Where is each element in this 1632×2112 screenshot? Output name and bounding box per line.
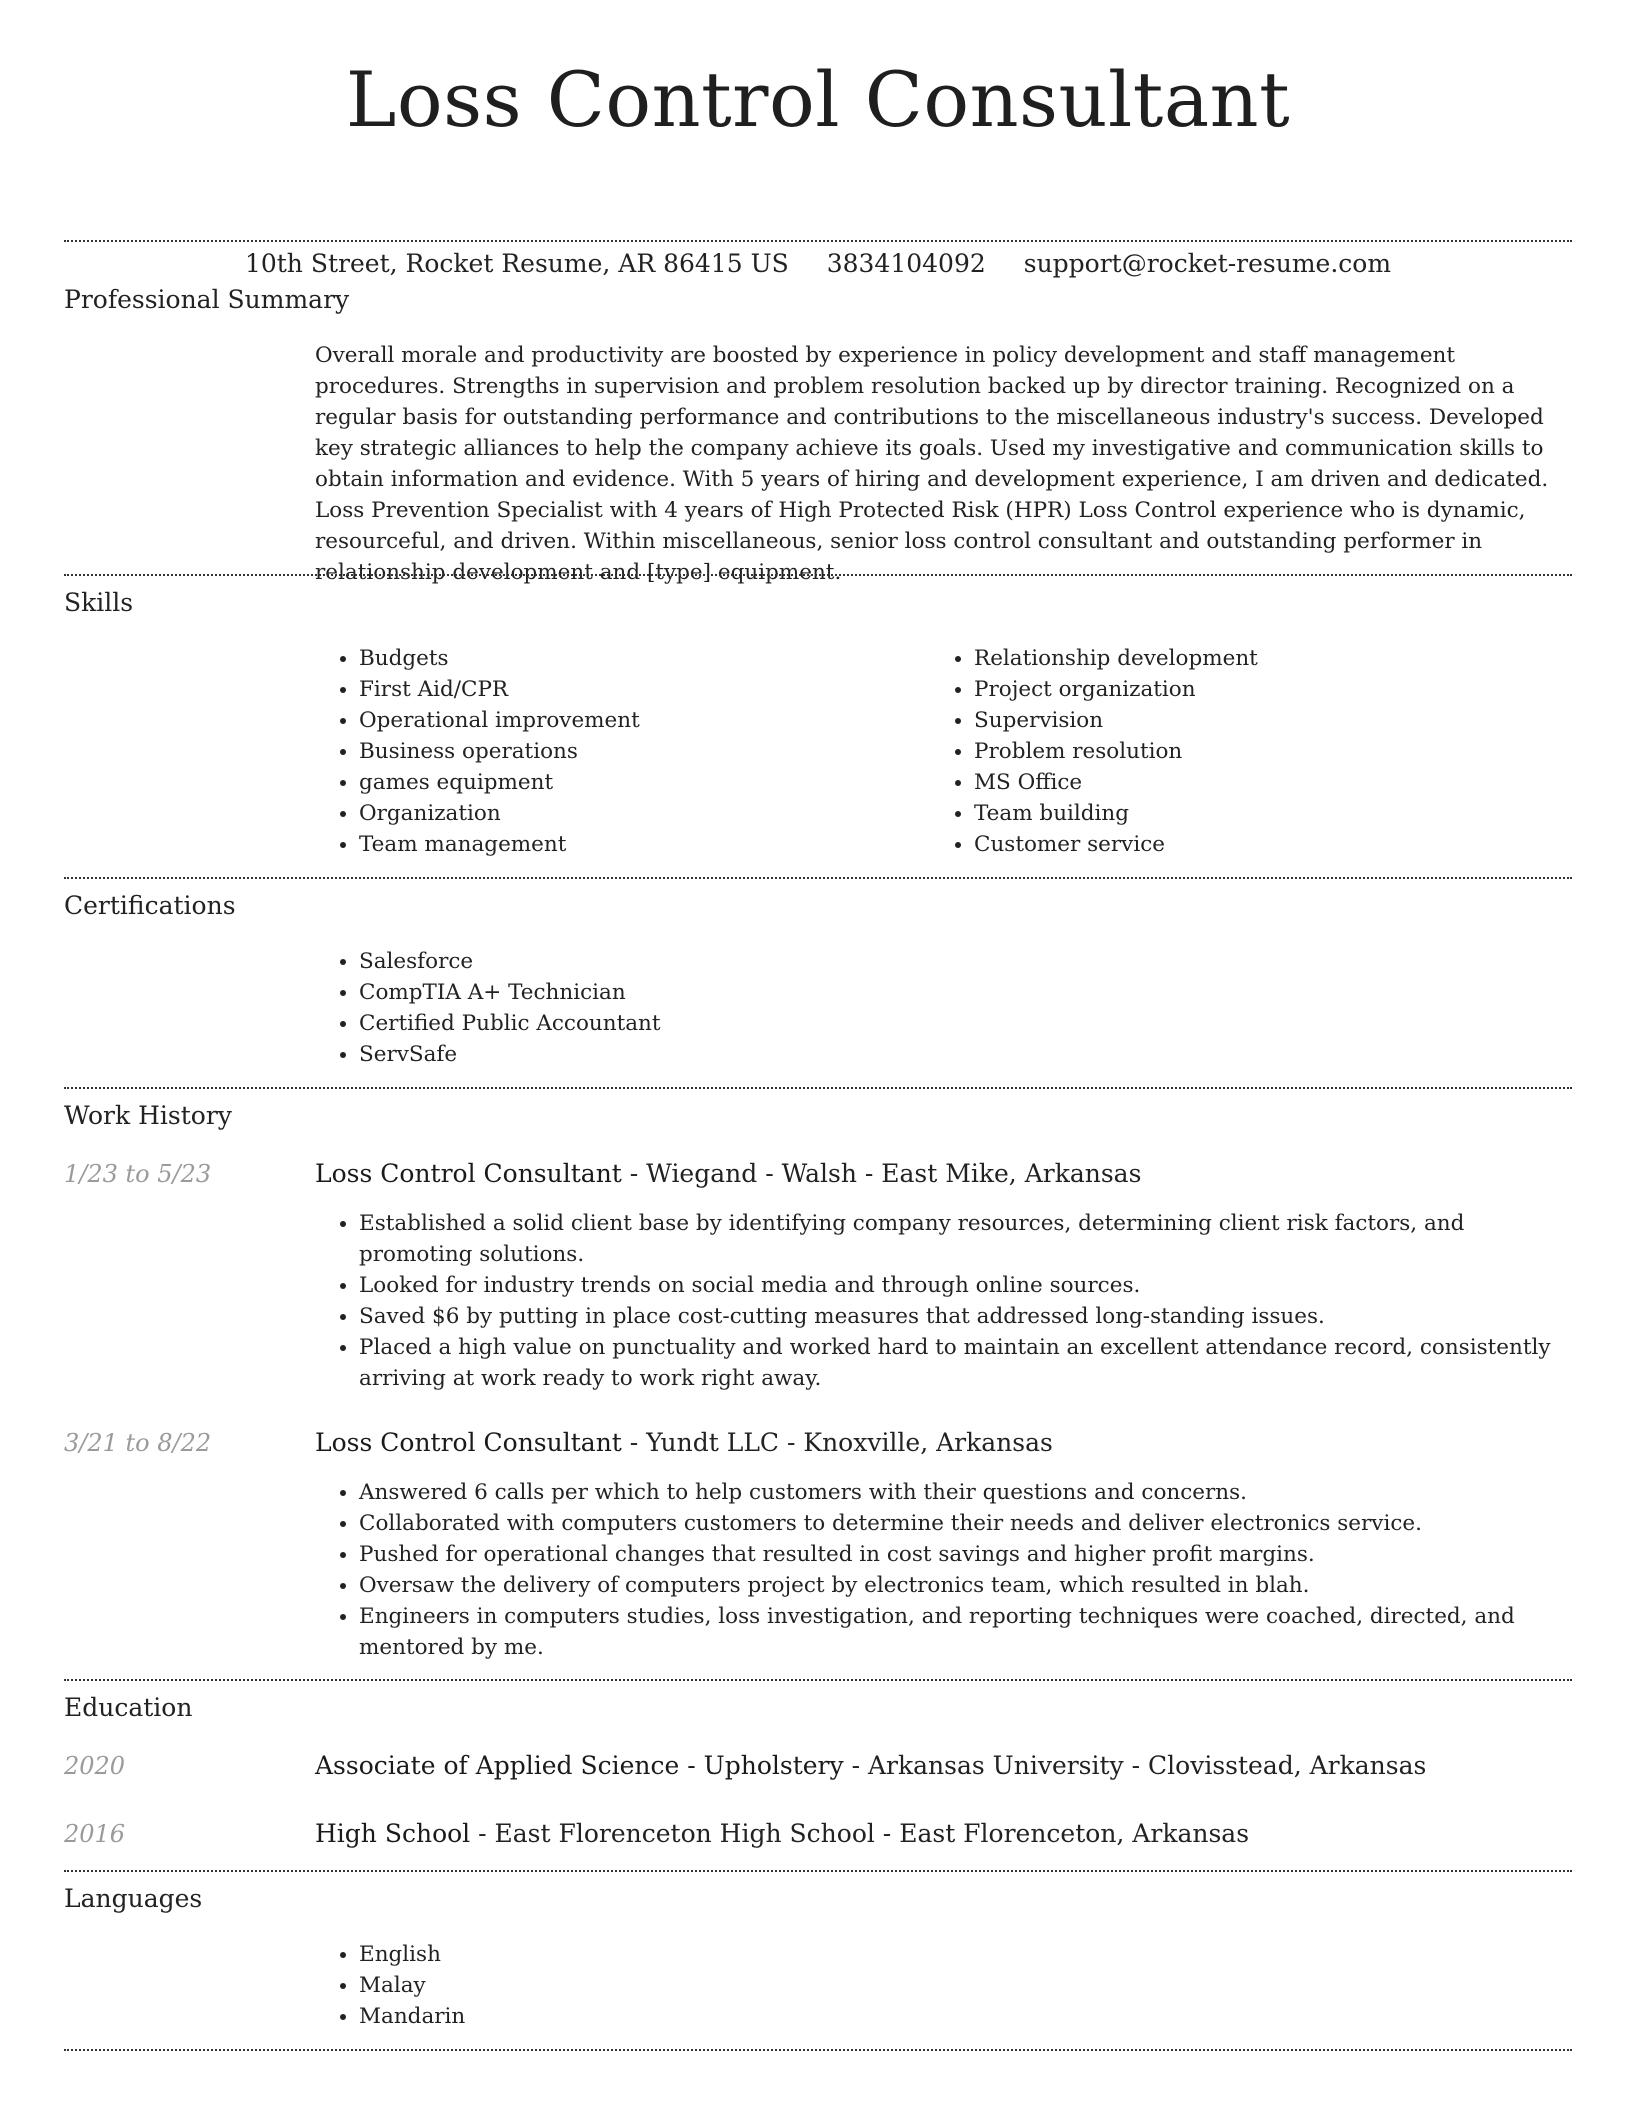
job-bullets xyxy=(315,1208,1571,1394)
job-employer: - Wiegand - Walsh - East Mike, Arkansas xyxy=(621,1159,1142,1188)
section-title-summary: Professional Summary xyxy=(64,285,350,314)
candidate-name: Loss Control Consultant xyxy=(345,55,1291,144)
list-item: • Problem resolution xyxy=(974,736,1574,767)
education-school: - East Florenceton High School - East Florenceton, Arkansas xyxy=(470,1819,1250,1848)
skills-list-right xyxy=(930,643,1574,860)
job-employer: - Yundt LLC - Knoxville, Arkansas xyxy=(621,1428,1053,1457)
divider xyxy=(64,1087,1572,1089)
list-item: • ServSafe xyxy=(359,1039,1159,1070)
contact-email[interactable]: support@rocket-resume.com xyxy=(1023,249,1392,278)
list-item: • Pushed for operational changes that resulted in cost savings and higher profit margins. xyxy=(359,1539,1571,1570)
list-item: • Operational improvement xyxy=(359,705,919,736)
list-item: • Budgets xyxy=(359,643,919,674)
list-item: • Established a solid client base by identifying company resources, determining client risk factors, and promoting solutions. xyxy=(359,1208,1571,1270)
skills-list-left xyxy=(315,643,919,860)
job-title xyxy=(315,1158,1141,1190)
list-item: • Looked for industry trends on social media and through online sources. xyxy=(359,1270,1571,1301)
summary-text: Overall morale and productivity are boosted by experience in policy development and staff management procedures. Strengths in supervision and problem resolution backed up by director training. Recognized on a regular basis for outstanding performance and contributions to the miscellaneous industry's success. Developed key strategic alliances to help the company achieve its goals. Used my investigative and communication skills to obtain information and evidence. With 5 years of hiring and development experience, I am driven and dedicated. Loss Prevention Specialist with 4 years of High Protected Risk (HPR) Loss Control experience who is dynamic, resourceful, and driven. Within miscellaneous, senior loss control consultant and outstanding performer in relationship development and [type] equipment. xyxy=(315,343,1549,585)
list-item: • Collaborated with computers customers to determine their needs and deliver electronics service. xyxy=(359,1508,1571,1539)
section-title-education: Education xyxy=(64,1693,193,1722)
list-item: • Engineers in computers studies, loss investigation, and reporting techniques were coached, directed, and mentored by me. xyxy=(359,1601,1571,1663)
divider xyxy=(64,877,1572,879)
divider xyxy=(64,2049,1572,2051)
contact-line xyxy=(64,248,1572,280)
contact-address: 10th Street, Rocket Resume, AR 86415 US xyxy=(244,249,789,278)
list-item: • Business operations xyxy=(359,736,919,767)
list-item: • Saved $6 by putting in place cost-cutting measures that addressed long-standing issues. xyxy=(359,1301,1571,1332)
contact-phone: 3834104092 xyxy=(826,249,986,278)
divider xyxy=(64,1679,1572,1681)
list-item: • Answered 6 calls per which to help customers with their questions and concerns. xyxy=(359,1477,1571,1508)
list-item: • Customer service xyxy=(974,829,1574,860)
list-item: • Team building xyxy=(974,798,1574,829)
job-title xyxy=(315,1427,1053,1459)
languages-list xyxy=(315,1939,959,2032)
education-degree: High School xyxy=(315,1819,471,1848)
list-item: • Organization xyxy=(359,798,919,829)
list-item: • games equipment xyxy=(359,767,919,798)
list-item: • First Aid/CPR xyxy=(359,674,919,705)
section-title-skills: Skills xyxy=(64,588,134,617)
list-item: • Supervision xyxy=(974,705,1574,736)
list-item: • MS Office xyxy=(974,767,1574,798)
education-year: 2020 xyxy=(64,1752,126,1780)
divider xyxy=(64,240,1572,242)
education-school: - Arkansas University - Clovisstead, Arkansas xyxy=(843,1751,1427,1780)
education-entry xyxy=(315,1818,1249,1850)
resume-page xyxy=(64,0,1572,2029)
job-bullets xyxy=(315,1477,1571,1663)
education-degree: Associate of Applied Science - Upholstery xyxy=(315,1751,844,1780)
certifications-list xyxy=(315,946,1159,1070)
job-role: Loss Control Consultant xyxy=(315,1428,622,1457)
list-item: • Placed a high value on punctuality and worked hard to maintain an excellent attendance record, consistently arriving at work ready to work right away. xyxy=(359,1332,1571,1394)
list-item: • English xyxy=(359,1939,959,1970)
education-year: 2016 xyxy=(64,1820,126,1848)
job-dates: 3/21 to 8/22 xyxy=(64,1429,212,1457)
list-item: • Relationship development xyxy=(974,643,1574,674)
section-title-work-history: Work History xyxy=(64,1101,232,1130)
list-item: • CompTIA A+ Technician xyxy=(359,977,1159,1008)
section-title-languages: Languages xyxy=(64,1884,203,1913)
list-item: • Team management xyxy=(359,829,919,860)
list-item: • Malay xyxy=(359,1970,959,2001)
job-dates: 1/23 to 5/23 xyxy=(64,1160,212,1188)
divider xyxy=(64,1870,1572,1872)
list-item: • Project organization xyxy=(974,674,1574,705)
section-title-certifications: Certifications xyxy=(64,891,236,920)
list-item: • Oversaw the delivery of computers project by electronics team, which resulted in blah. xyxy=(359,1570,1571,1601)
divider xyxy=(64,574,1572,576)
list-item: • Salesforce xyxy=(359,946,1159,977)
list-item: • Certified Public Accountant xyxy=(359,1008,1159,1039)
list-item: • Mandarin xyxy=(359,2001,959,2032)
job-role: Loss Control Consultant xyxy=(315,1159,622,1188)
education-entry xyxy=(315,1750,1426,1782)
